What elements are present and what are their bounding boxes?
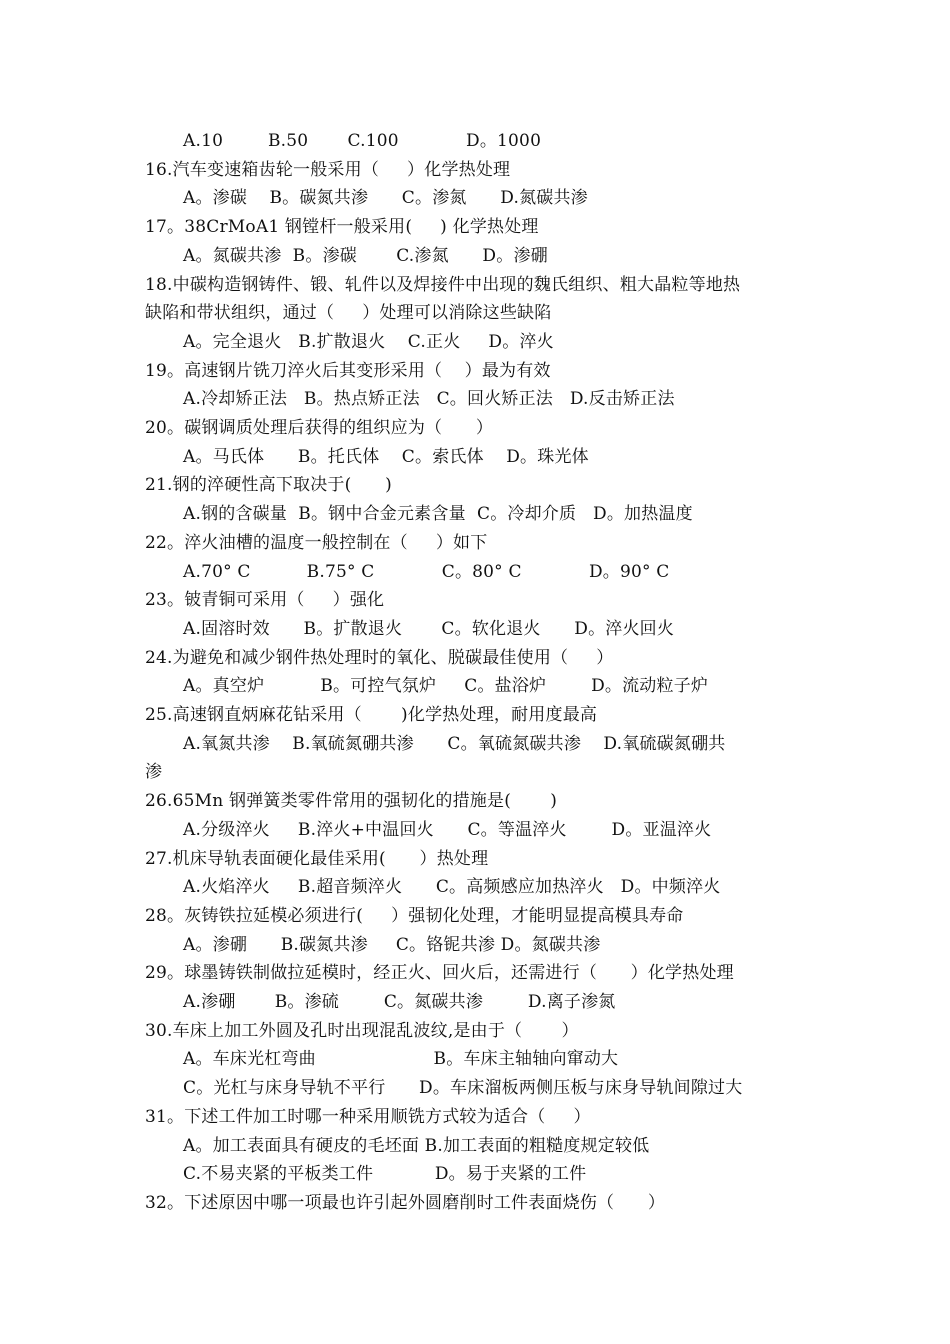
answer-options-line: A。车床光杠弯曲 B。车床主轴轴向窜动大 <box>183 1049 619 1070</box>
question-line: 32。下述原因中哪一项最也许引起外圆磨削时工件表面烧伤（ ） <box>145 1192 666 1213</box>
question-line: 22。淬火油槽的温度一般控制在（ ）如下 <box>145 532 488 553</box>
question-line: 20。碳钢调质处理后获得的组织应为（ ） <box>145 418 494 438</box>
question-line: 19。高速钢片铣刀淬火后其变形采用（ ）最为有效 <box>145 360 551 381</box>
question-line: 28。灰铸铁拉延模必须进行( ）强韧化处理，才能明显提高模具寿命 <box>145 905 684 926</box>
answer-options-line: A.火焰淬火 B.超音频淬火 C。高频感应加热淬火 D。中频淬火 <box>183 877 721 898</box>
question-line: 21.钢的淬硬性高下取决于( ) <box>145 475 392 496</box>
question-line: 缺陷和带状组织，通过（ ）处理可以消除这些缺陷 <box>145 303 552 324</box>
answer-options-line: A.钢的含碳量 B。钢中合金元素含量 C。冷却介质 D。加热温度 <box>183 504 693 525</box>
answer-options-line: A。氮碳共渗 B。渗碳 C.渗氮 D。渗硼 <box>183 245 548 266</box>
answer-options-line: C。光杠与床身导轨不平行 D。车床溜板两侧压板与床身导轨间隙过大 <box>183 1078 743 1099</box>
answer-options-line: A.10 B.50 C.100 D。1000 <box>183 131 542 151</box>
question-line: 18.中碳构造钢铸件、锻、轧件以及焊接件中出现的魏氏组织、粗大晶粒等地热 <box>145 274 741 295</box>
answer-options-line: A.固溶时效 B。扩散退火 C。软化退火 D。淬火回火 <box>183 618 675 639</box>
answer-options-line: A.70° C B.75° C C。80° C D。90° C <box>183 561 670 582</box>
question-line: 17。38CrMoA1 钢镗杆一般采用( ) 化学热处理 <box>145 217 539 238</box>
question-line: 30.车床上加工外圆及孔时出现混乱波纹,是由于（ ） <box>145 1020 579 1041</box>
answer-options-line: A。加工表面具有硬皮的毛坯面 B.加工表面的粗糙度规定较低 <box>183 1135 650 1156</box>
question-line: 16.汽车变速箱齿轮一般采用（ ）化学热处理 <box>145 159 511 180</box>
question-line: 29。球墨铸铁制做拉延模时，经正火、回火后，还需进行（ ）化学热处理 <box>145 963 734 984</box>
question-line: 31。下述工件加工时哪一种采用顺铣方式较为适合（ ） <box>145 1106 591 1127</box>
answer-options-line: C.不易夹紧的平板类工件 D。易于夹紧的工件 <box>183 1164 587 1185</box>
question-line: 24.为避免和减少钢件热处理时的氧化、脱碳最佳使用（ ） <box>145 647 614 668</box>
answer-options-line: A。马氏体 B。托氏体 C。索氏体 D。珠光体 <box>183 446 589 467</box>
question-line: 23。铍青铜可采用（ ）强化 <box>145 590 385 611</box>
answer-options-line: A。渗硼 B.碳氮共渗 C。铬铌共渗 D。氮碳共渗 <box>183 934 601 955</box>
question-line: 27.机床导轨表面硬化最佳采用( ）热处理 <box>145 848 489 869</box>
answer-options-line: A。完全退火 B.扩散退火 C.正火 D。淬火 <box>183 331 554 352</box>
question-line: 渗 <box>145 762 163 783</box>
answer-options-line: A.分级淬火 B.淬火+中温回火 C。等温淬火 D。亚温淬火 <box>183 819 712 840</box>
question-line: 26.65Mn 钢弹簧类零件常用的强韧化的措施是( ) <box>145 791 558 812</box>
question-line: 25.高速钢直炳麻花钻采用（ )化学热处理，耐用度最高 <box>145 705 598 725</box>
answer-options-line: A。真空炉 B。可控气氛炉 C。盐浴炉 D。流动粒子炉 <box>183 676 709 697</box>
answer-options-line: A。渗碳 B。碳氮共渗 C。渗氮 D.氮碳共渗 <box>183 188 588 209</box>
answer-options-line: A.冷却矫正法 B。热点矫正法 C。回火矫正法 D.反击矫正法 <box>183 389 675 410</box>
answer-options-line: A.氧氮共渗 B.氧硫氮硼共渗 C。氧硫氮碳共渗 D.氧硫碳氮硼共 <box>183 733 726 754</box>
answer-options-line: A.渗硼 B。渗硫 C。氮碳共渗 D.离子渗氮 <box>183 992 616 1012</box>
